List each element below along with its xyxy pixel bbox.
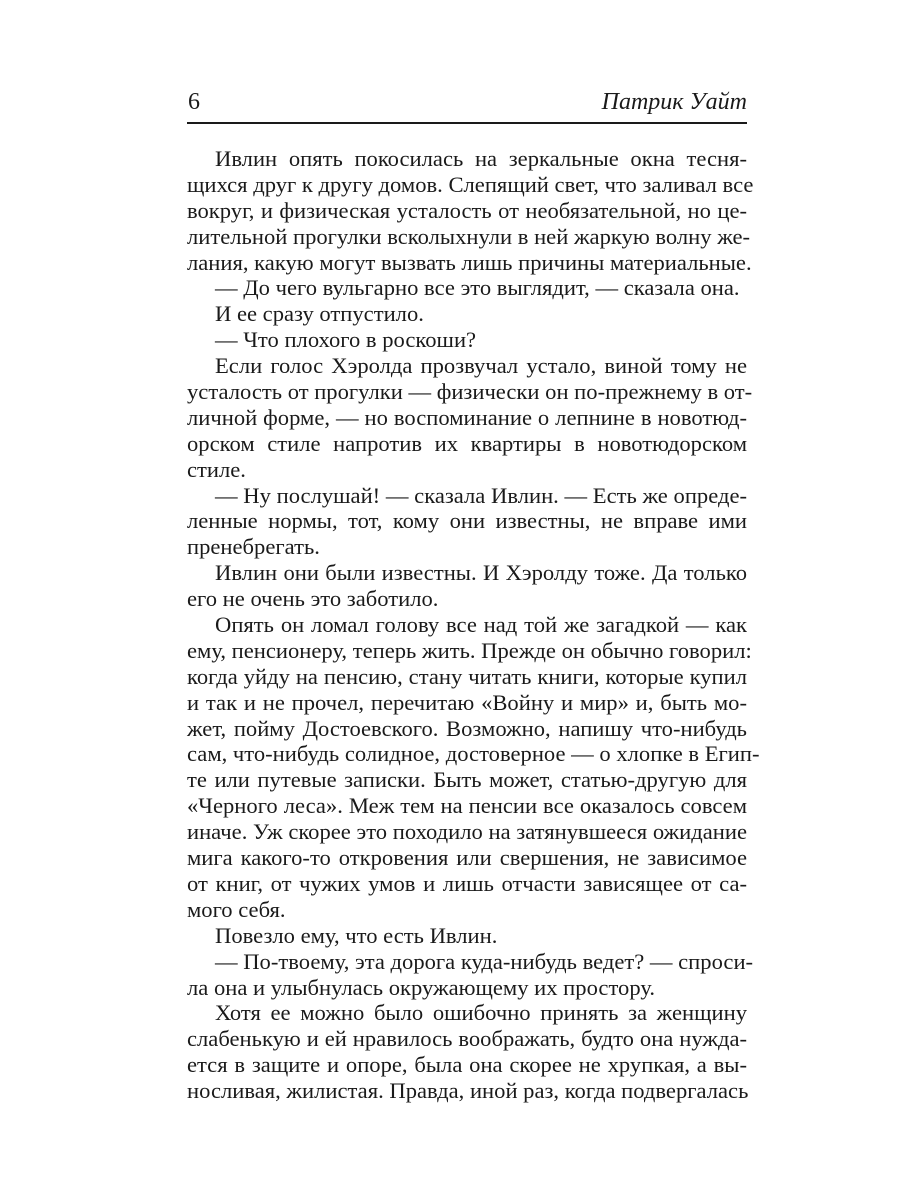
page-number: 6 [188, 89, 200, 115]
text-line: — До чего вульгарно все это выглядит, — сказала она. [215, 275, 740, 301]
text-line: те или путевые записки. Быть может, статью-другую для [187, 767, 747, 793]
text-line: и так и не прочел, перечитаю «Войну и мир» и, быть мо- [187, 689, 747, 715]
text-line: — Что плохого в роскоши? [215, 327, 477, 353]
text-line: — По-твоему, эта дорога куда-нибудь ведет? — спроси- [215, 948, 754, 974]
text-line: ему, пенсионеру, теперь жить. Прежде он обычно говорил: [187, 637, 752, 663]
text-line: жет, пойму Достоевского. Возможно, напишу что-нибудь [187, 715, 747, 741]
text-line: от книг, от чужих умов и лишь отчасти зависящее от са- [187, 870, 747, 896]
text-line: мига какого-то откровения или свершения, не зависимое [187, 845, 747, 871]
text-line: сам, что-нибудь солидное, достоверное — о хлопке в Егип- [187, 741, 760, 767]
text-line: когда уйду на пенсию, стану читать книги, которые купил [187, 663, 747, 689]
text-line: И ее сразу отпустило. [215, 301, 424, 327]
text-line: его не очень это заботило. [187, 586, 439, 612]
text-line: «Черного леса». Меж тем на пенсии все оказалось совсем [187, 793, 747, 819]
text-line: носливая, жилистая. Правда, иной раз, когда подвергалась [187, 1078, 749, 1104]
text-line: слабенькую и ей нравилось воображать, будто она нужда- [187, 1026, 747, 1052]
text-line: — Ну послушай! — сказала Ивлин. — Есть же опреде- [215, 482, 747, 508]
text-line: Если голос Хэролда прозвучал устало, виной тому не [215, 353, 747, 379]
text-line: лания, какую могут вызвать лишь причины материальные. [187, 249, 752, 275]
text-line: лительной прогулки всколыхнули в ней жаркую волну же- [187, 223, 751, 249]
text-line: ется в защите и опоре, была она скорее не хрупкая, а вы- [187, 1052, 747, 1078]
text-line: щихся друг к другу домов. Слепящий свет, что заливал все [187, 171, 754, 197]
text-line: личной форме, — но воспоминание о лепнине в новотюд- [187, 404, 747, 430]
text-line: Ивлин опять покосилась на зеркальные окна тесня- [215, 146, 747, 171]
text-line: мого себя. [187, 896, 286, 922]
text-line: ла она и улыбнулась окружающему их простору. [187, 974, 656, 1000]
text-line: орском стиле напротив их квартиры в новотюдорском [187, 430, 747, 456]
text-line: Повезло ему, что есть Ивлин. [215, 922, 498, 948]
body-text [187, 146, 760, 1104]
text-line: Опять он ломал голову все над той же загадкой — как [215, 612, 747, 638]
text-line: усталость от прогулки — физически он по-прежнему в от- [187, 379, 753, 405]
text-line: пренебрегать. [187, 534, 320, 560]
text-line: Ивлин они были известны. И Хэролду тоже. Да только [215, 560, 747, 586]
text-line: Хотя ее можно было ошибочно принять за женщину [215, 1000, 747, 1026]
text-line: стиле. [187, 456, 246, 482]
text-line: ленные нормы, тот, кому они известны, не вправе ими [187, 508, 747, 534]
text-line: иначе. Уж скорее это походило на затянувшееся ожидание [187, 819, 747, 845]
page-header [187, 78, 747, 124]
running-head-author: Патрик Уайт [601, 89, 747, 115]
text-line: вокруг, и физическая усталость от необязательной, но це- [187, 197, 747, 223]
